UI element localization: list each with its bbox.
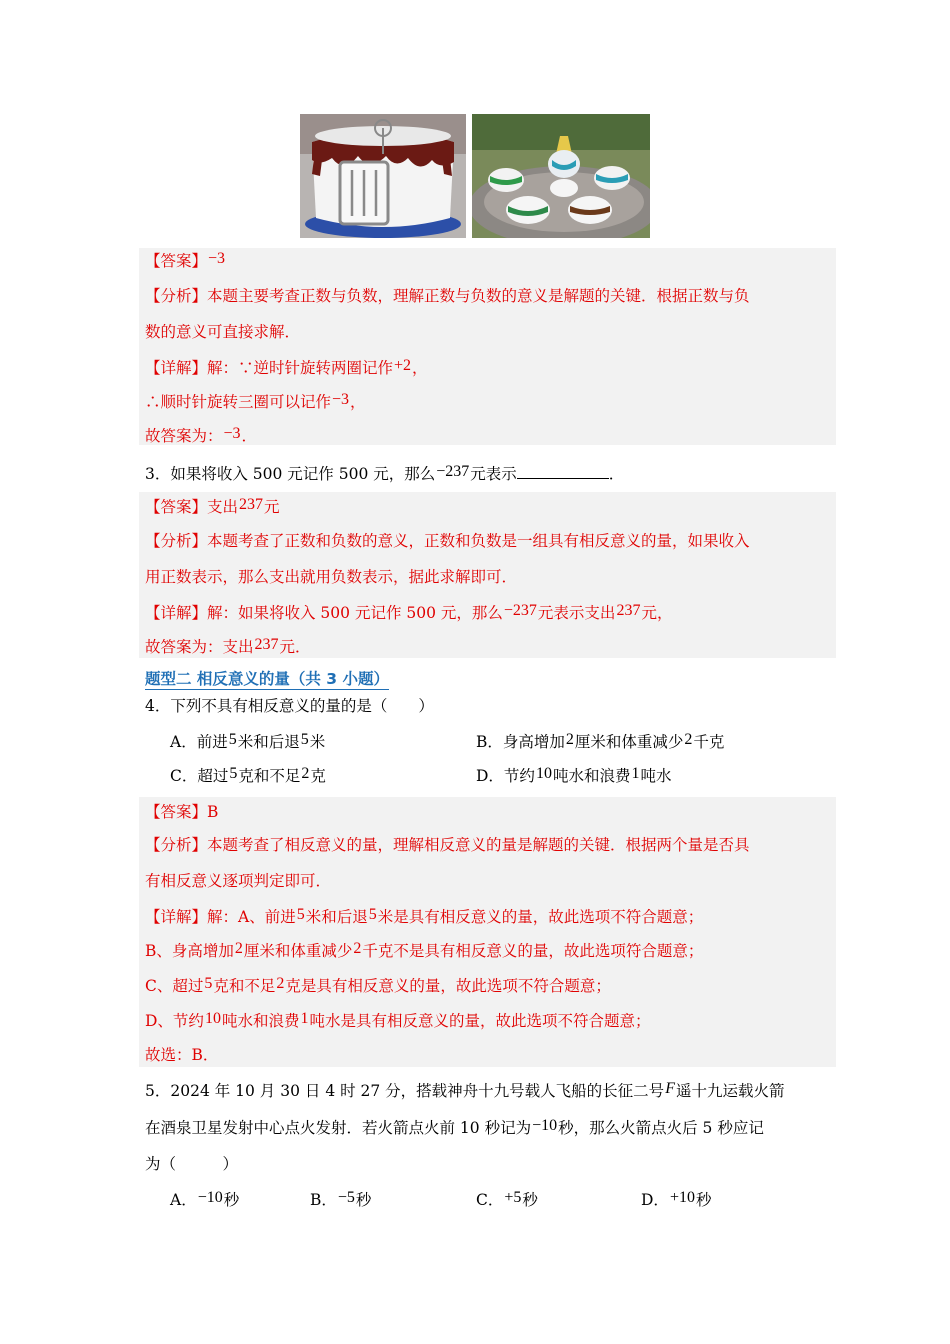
q3-stem: 3．如果将收入 500 元记作 500 元，那么−237元表示 ． (145, 463, 625, 483)
q2-answer-box (139, 248, 836, 445)
q5-option-b[interactable]: B．−5秒 (310, 1189, 372, 1209)
q3-analysis-line-1: 【分析】本题考查了正数和负数的意义，正数和负数是一组具有相反意义的量，如果收入 (145, 532, 750, 550)
teacup-park-photo (472, 114, 650, 238)
section-heading-opposite-quantities: 题型二 相反意义的量（共 3 小题） (145, 670, 389, 688)
q4-analysis-line-1: 【分析】本题考查了相反意义的量，理解相反意义的量是解题的关键．根据两个量是否具 (145, 836, 750, 854)
q4-detail-c: C、超过5克和不足2克是具有相反意义的量，故此选项不符合题意； (145, 975, 611, 995)
q3-answer-blank[interactable] (517, 464, 609, 479)
q4-answer: 【答案】B (145, 803, 219, 821)
q2-analysis-line-2: 数的意义可直接求解． (145, 323, 301, 341)
teacup-ride-photos (300, 114, 650, 238)
q5-stem-line-3: 为（ ） (145, 1155, 239, 1173)
q2-conclusion: 故答案为：−3． (145, 425, 258, 445)
q4-detail-b: B、身高增加2厘米和体重减少2千克不是具有相反意义的量，故此选项符合题意； (145, 940, 704, 960)
q5-stem-line-1: 5．2024 年 10 月 30 日 4 时 27 分，搭载神舟十九号载人飞船的长征二号F遥十九运载火箭 (145, 1080, 785, 1100)
q4-stem: 4．下列不具有相反意义的量的是（ ） (145, 697, 434, 715)
q4-detail-d: D、节约10吨水和浪费1吨水是具有相反意义的量，故此选项不符合题意； (145, 1010, 651, 1030)
q2-answer: 【答案】−3 (145, 250, 226, 270)
q4-option-c[interactable]: C．超过5克和不足2克 (170, 765, 326, 785)
q3-detail: 【详解】解：如果将收入 500 元记作 500 元，那么−237元表示支出237元， (145, 602, 673, 622)
q2-detail-line-2: ∴顺时针旋转三圈可以记作−3， (145, 391, 366, 411)
q3-answer: 【答案】支出237元 (145, 496, 280, 516)
q4-option-d[interactable]: D．节约10吨水和浪费1吨水 (476, 765, 672, 785)
q2-analysis-line-1: 【分析】本题主要考查正数与负数，理解正数与负数的意义是解题的关键．根据正数与负 (145, 287, 750, 305)
q5-option-a[interactable]: A．−10秒 (170, 1189, 240, 1209)
q4-detail-a: 【详解】解：A、前进5米和后退5米是具有相反意义的量，故此选项不符合题意； (145, 906, 704, 926)
q5-option-c[interactable]: C．+5秒 (476, 1189, 538, 1209)
rotating-cup-photo (300, 114, 466, 238)
q4-conclusion: 故选：B． (145, 1046, 219, 1064)
q4-analysis-line-2: 有相反意义逐项判定即可． (145, 872, 332, 890)
q5-option-d[interactable]: D．+10秒 (641, 1189, 712, 1209)
q4-option-a[interactable]: A．前进5米和后退5米 (170, 731, 326, 751)
q4-option-b[interactable]: B．身高增加2厘米和体重减少2千克 (476, 731, 725, 751)
q3-conclusion: 故答案为：支出237元． (145, 636, 311, 656)
q2-detail-line-1: 【详解】解：∵逆时针旋转两圈记作+2， (145, 357, 428, 377)
q5-stem-line-2: 在酒泉卫星发射中心点火发射．若火箭点火前 10 秒记为−10秒，那么火箭点火后 5 秒应记 (145, 1117, 764, 1137)
q3-analysis-line-2: 用正数表示，那么支出就用负数表示，据此求解即可． (145, 568, 518, 586)
